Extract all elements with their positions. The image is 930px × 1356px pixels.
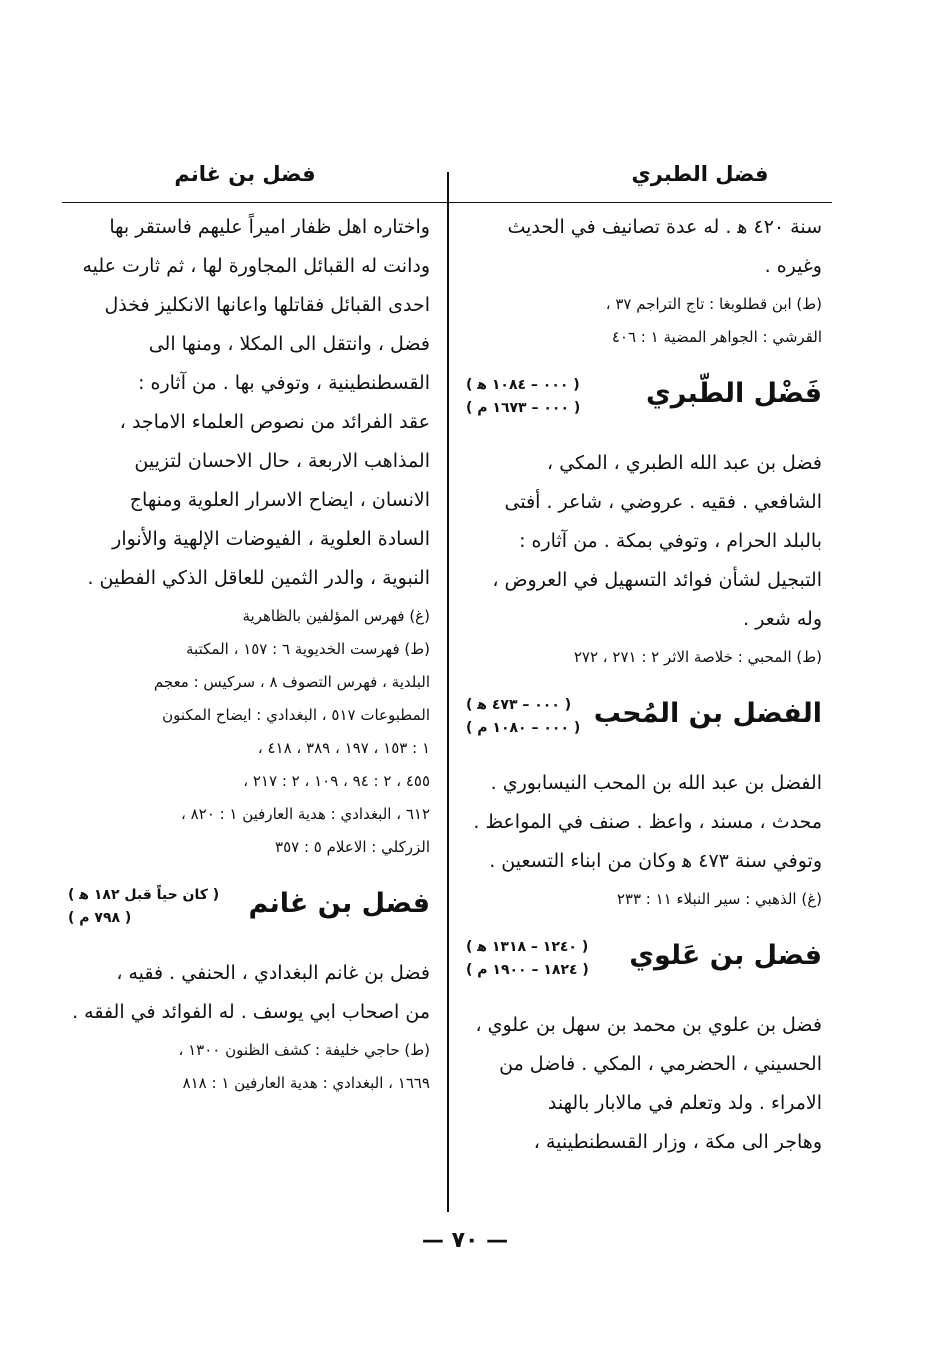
body-line: وغيره . [764,255,822,277]
body-line: سنة ٤٢٠ ﻫ . له عدة تصانيف في الحديث [507,216,822,238]
entry-heading [68,880,430,944]
body-line: القسطنطينية ، وتوفي بها . من آثاره : [138,372,430,394]
body-line: الحسيني ، الحضرمي ، المكي . فاضل من [499,1053,822,1075]
body-line: المذاهب الاربعة ، حال الاحسان لتزيين [134,450,430,472]
body-line: التبجيل لشأن فوائد التسهيل في العروض ، [492,569,822,591]
entry-heading [466,932,822,996]
entry-dates [466,694,580,740]
body-line: وهاجر الى مكة ، وزار القسطنطينية ، [533,1131,822,1153]
entry-name: فضل بن عَلوي [629,940,822,971]
reference-line: (غ) فهرس المؤلفين بالظاهرية [242,607,430,625]
date-gregorian: ( ١٨٢٤ – ١٩٠٠ م ) [466,962,589,978]
entry-heading [466,690,822,754]
reference-line: (ط) فهرست الخديوية ٦ : ١٥٧ ، المكتبة [186,640,430,658]
entry-dates [466,374,580,420]
left-running-head: فضل بن غانم [174,162,316,186]
body-line: من اصحاب ابي يوسف . له الفوائد في الفقه . [72,1001,430,1023]
entry-dates [466,936,589,982]
date-hijri: ( ٠٠٠ – ٤٧٣ ﻫ ) [466,697,572,713]
body-line: احدى القبائل فقاتلها واعانها الانكليز فخذل [104,294,430,316]
reference-line: البلدية ، فهرس التصوف ٨ ، سركيس : معجم [153,673,430,691]
column-divider [447,172,449,1212]
entry-dates [68,884,219,930]
date-gregorian: ( ٠٠٠ – ١٦٧٣ م ) [466,400,581,416]
left-column [68,208,430,1098]
right-running-head: فضل الطبري [631,162,769,186]
body-line: فضل بن عبد الله الطبري ، المكي ، [547,452,822,474]
body-line: الانسان ، ايضاح الاسرار العلوية ومنهاج [129,489,430,511]
reference-line: ١ : ١٥٣ ، ١٩٧ ، ٣٨٩ ، ٤١٨ ، [257,739,430,757]
reference-line: ٦١٢ ، البغدادي : هدية العارفين ١ : ٨٢٠ ، [181,805,430,823]
reference-line: المطبوعات ٥١٧ ، البغدادي : ايضاح المكنون [162,706,430,724]
date-gregorian: ( ٧٩٨ م ) [68,910,132,926]
right-column [466,208,822,1162]
body-line: فضل بن غانم البغدادي ، الحنفي . فقيه ، [116,962,430,984]
body-line: النبوية ، والدر الثمين للعاقل الذكي الفطين . [87,567,430,589]
body-line: الشافعي . فقيه . عروضي ، شاعر . أفتى [504,491,822,513]
body-line: وتوفي سنة ٤٧٣ ﻫ وكان من ابناء التسعين . [489,850,822,872]
page-number: — ٧٠ — [421,1228,509,1253]
body-line: واختاره اهل ظفار اميراً عليهم فاستقر بها [109,216,430,238]
reference-line: ١٦٦٩ ، البغدادي : هدية العارفين ١ : ٨١٨ [182,1074,430,1092]
reference-line: القرشي : الجواهر المضية ١ : ٤٠٦ [611,328,822,346]
date-hijri: ( كان حياً قبل ١٨٢ ﻫ ) [68,887,220,903]
body-line: بالبلد الحرام ، وتوفي بمكة . من آثاره : [519,530,822,552]
body-line: الامراء . ولد وتعلم في مالابار بالهند [547,1092,822,1114]
reference-line: ٤٥٥ ، ٢ : ٩٤ ، ١٠٩ ، ٢ : ٢١٧ ، [243,772,430,790]
entry-name: فضل بن غانم [248,888,430,919]
body-line: فضل ، وانتقل الى المكلا ، ومنها الى [148,333,430,355]
reference-line: الزركلي : الاعلام ٥ : ٣٥٧ [275,838,430,856]
date-gregorian: ( ٠٠٠ – ١٠٨٠ م ) [466,720,581,736]
entry-heading [466,370,822,434]
reference-line: (ط) المحبي : خلاصة الاثر ٢ : ٢٧١ ، ٢٧٢ [573,648,822,666]
body-line: عقد الفرائد من نصوص العلماء الاماجد ، [119,411,430,433]
entry-name: فَضْل الطّبري [645,378,822,409]
body-line: وله شعر . [743,608,822,630]
reference-line: (ط) ابن قطلوبغا : تاج التراجم ٣٧ ، [605,295,822,313]
date-hijri: ( ١٢٤٠ – ١٣١٨ ﻫ ) [466,939,589,955]
entry-name: الفضل بن المُحب [593,698,822,729]
body-line: السادة العلوية ، الفيوضات الإلهية والأنوار [112,528,430,550]
reference-line: (ط) حاجي خليفة : كشف الظنون ١٣٠٠ ، [178,1041,430,1059]
body-line: فضل بن علوي بن محمد بن سهل بن علوي ، [475,1014,822,1036]
body-line: الفضل بن عبد الله بن المحب النيسابوري . [490,772,822,794]
reference-line: (غ) الذهبي : سير النبلاء ١١ : ٢٣٣ [616,890,822,908]
body-line: محدث ، مسند ، واعظ . صنف في المواعظ . [473,811,822,833]
body-line: ودانت له القبائل المجاورة لها ، ثم ثارت عليه [82,255,430,277]
date-hijri: ( ٠٠٠ – ١٠٨٤ ﻫ ) [466,377,580,393]
